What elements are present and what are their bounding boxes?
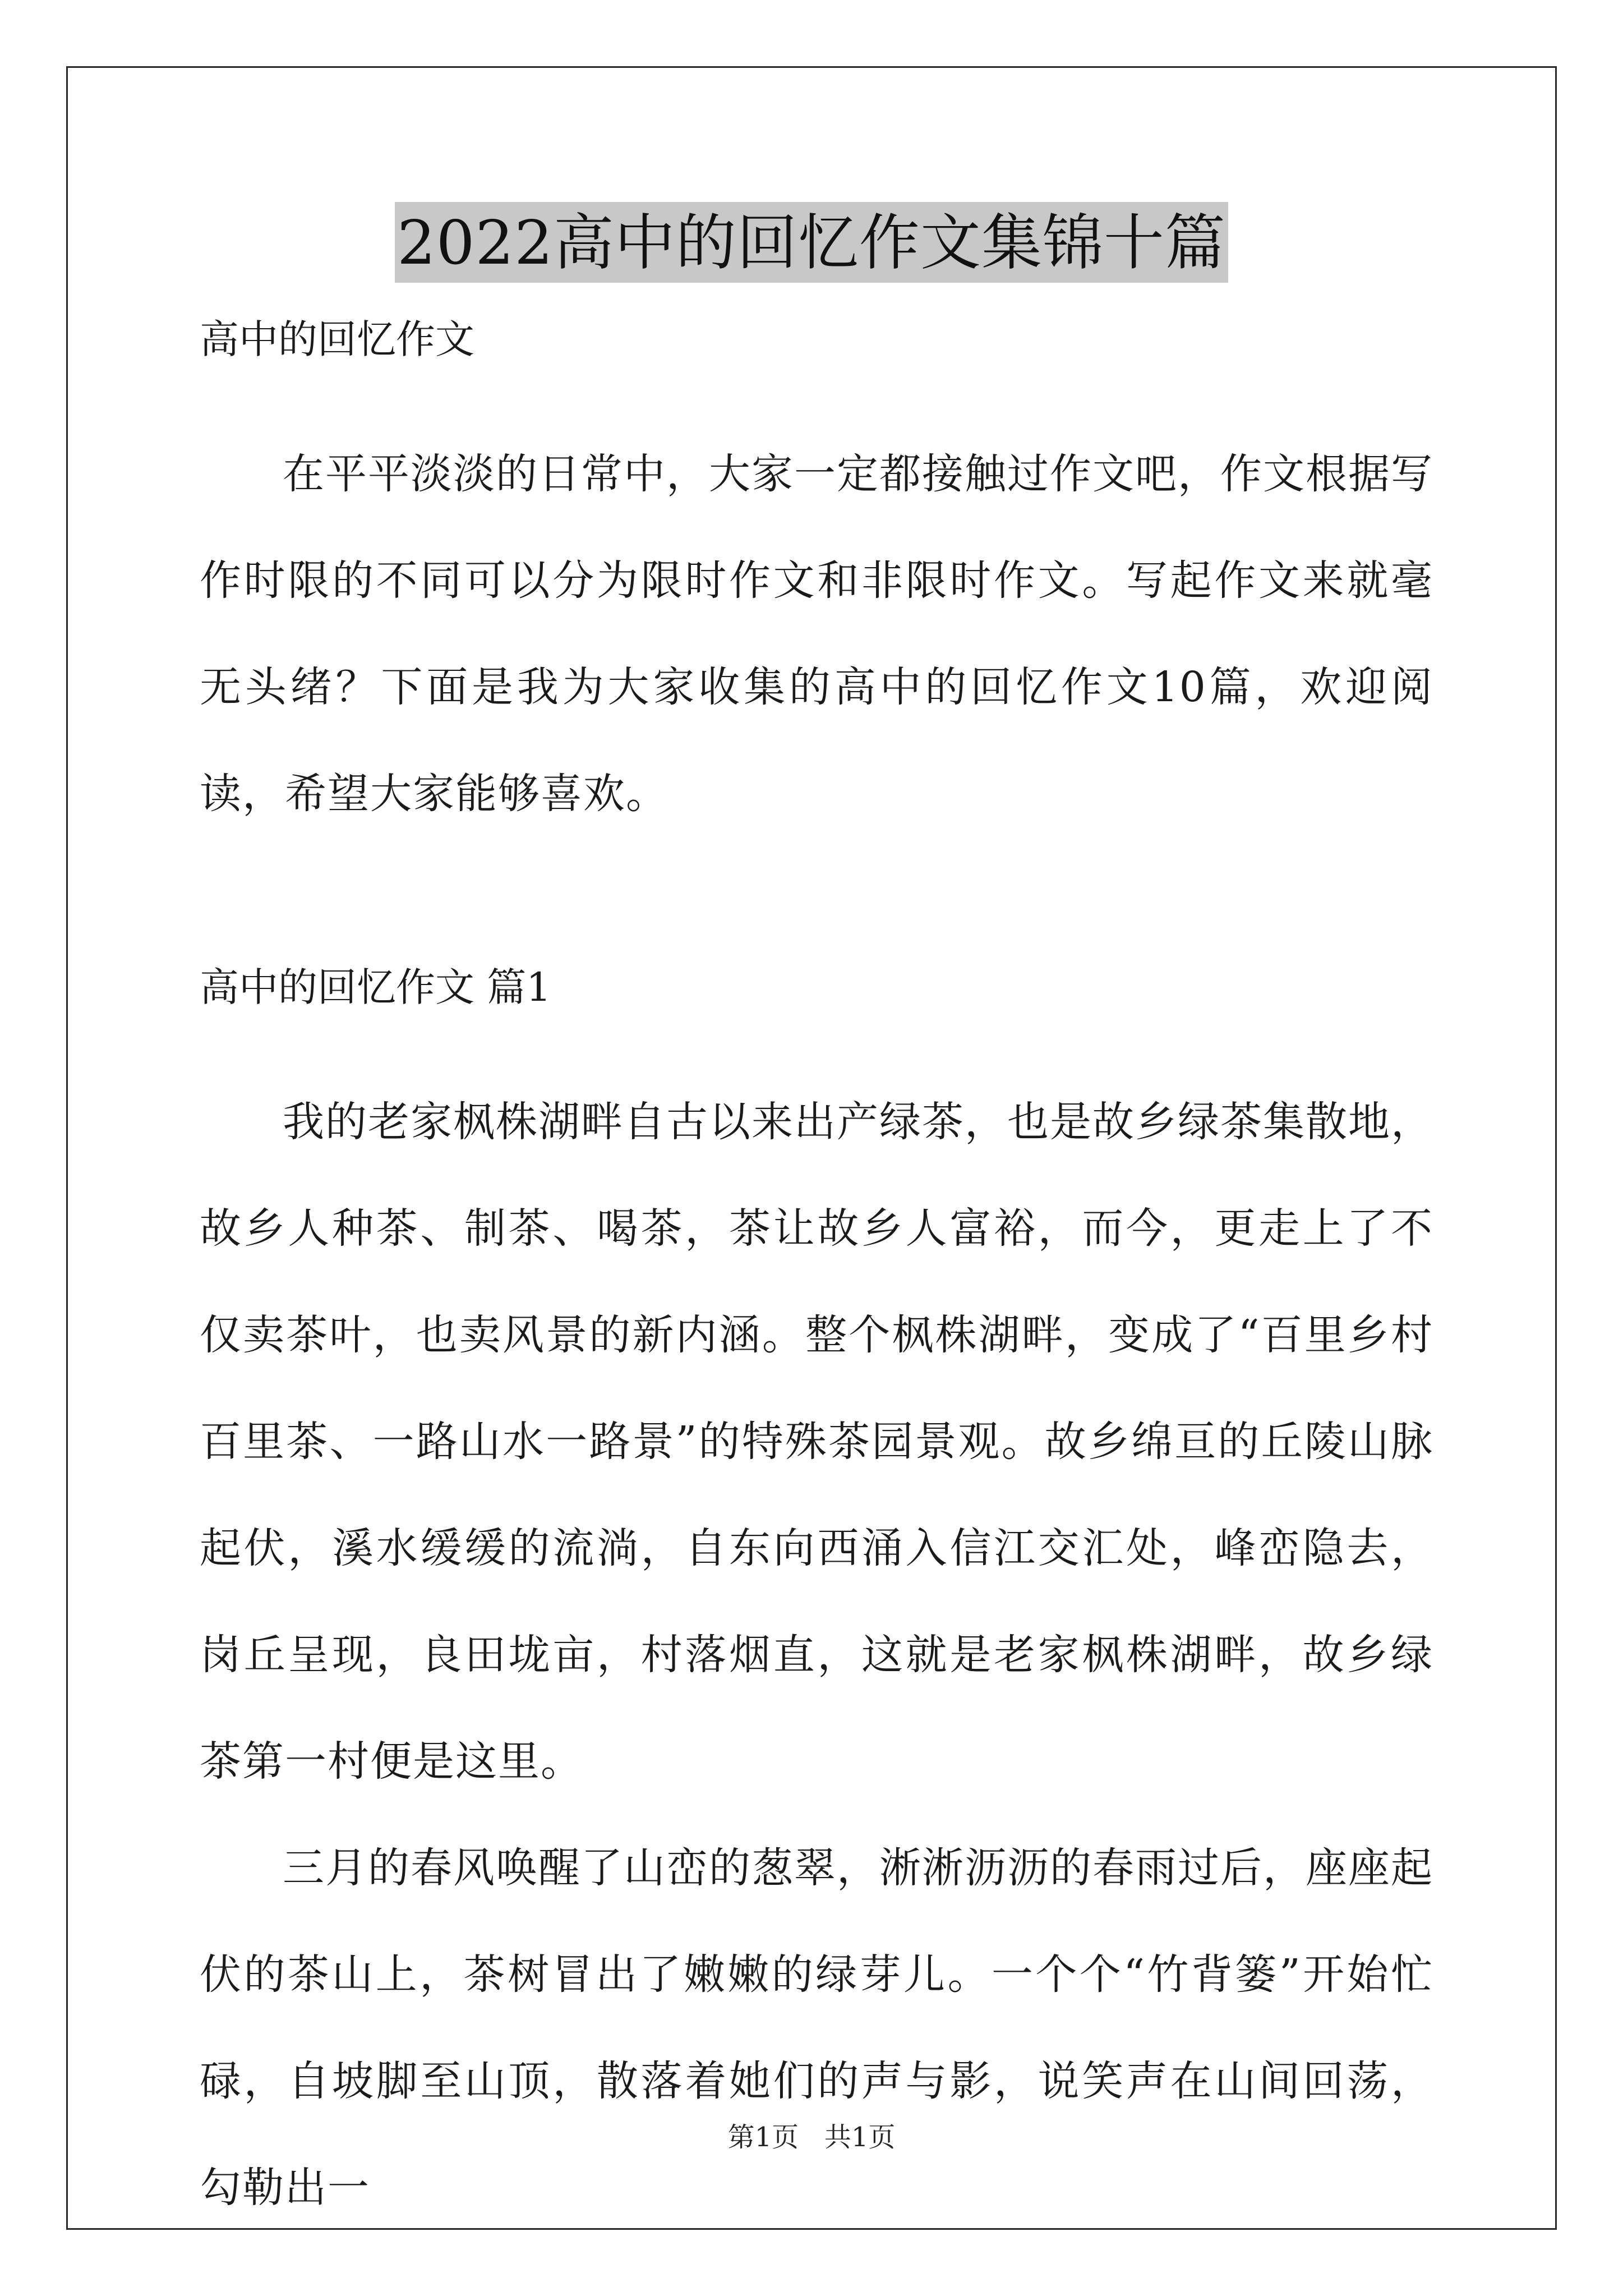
section-heading: 高中的回忆作文 篇1: [200, 964, 551, 1010]
spacer: [200, 1013, 1433, 1069]
section-paragraph: 三月的春风唤醒了山峦的葱翠，淅淅沥沥的春雨过后，座座起伏的茶山上，茶树冒出了嫩嫩的绿芽儿。一个个“竹背篓”开始忙碌，自坡脚至山顶，散落着她们的声与影，说笑声在山间回荡，勾勒出一: [200, 1844, 1433, 2212]
page-footer: 第1页 共1页: [727, 2122, 896, 2153]
document-title: 2022高中的回忆作文集锦十篇: [395, 202, 1228, 283]
document-body: [200, 314, 1433, 2241]
intro-heading: 高中的回忆作文: [200, 316, 474, 362]
spacer: [200, 847, 1433, 962]
title-container: [0, 202, 1623, 283]
section-paragraph: 我的老家枫株湖畔自古以来出产绿茶，也是故乡绿茶集散地，故乡人种茶、制茶、喝茶，茶让故乡人富裕，而今，更走上了不仅卖茶叶，也卖风景的新内涵。整个枫株湖畔，变成了“百里乡村百里茶、一路山水一路景”的特殊茶园景观。故乡绵亘的丘陵山脉起伏，溪水缓缓的流淌，自东向西涌入信江交汇处，峰峦隐去，岗丘呈现，良田垅亩，村落烟直，这就是老家枫株湖畔，故乡绿茶第一村便是这里。: [200, 1098, 1433, 1786]
spacer: [200, 365, 1433, 421]
intro-paragraph: 在平平淡淡的日常中，大家一定都接触过作文吧，作文根据写作时限的不同可以分为限时作文和非限时作文。写起作文来就毫无头绪？下面是我为大家收集的高中的回忆作文10篇，欢迎阅读，希望大家能够喜欢。: [200, 450, 1433, 818]
